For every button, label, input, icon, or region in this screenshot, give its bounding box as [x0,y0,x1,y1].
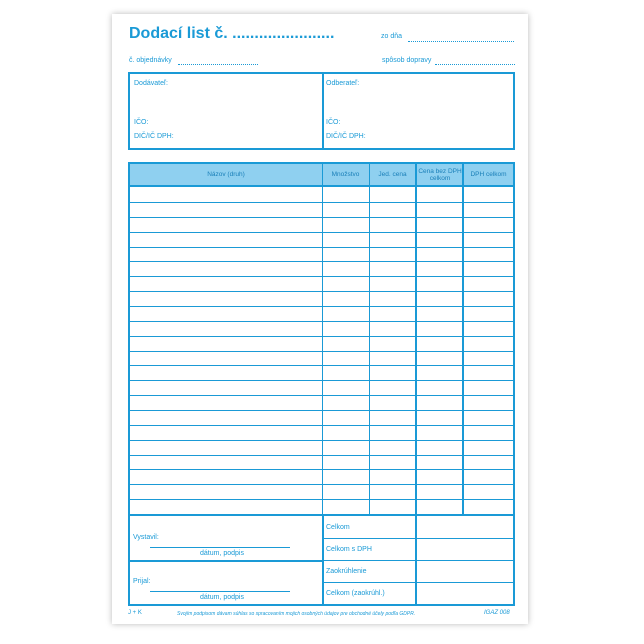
order-number-label: č. objednávky [129,57,172,64]
table-row [130,380,513,381]
column-header-vat-total: DPH celkom [470,171,507,178]
table-row [130,395,513,396]
column-header-price-without-vat: Cena bez DPH celkom [418,167,462,182]
issued-signature-line[interactable] [150,547,290,548]
column-header-quantity: Množstvo [331,171,360,178]
table-row [130,440,513,441]
table-row [130,336,513,337]
table-row [130,291,513,292]
form-title: Dodací list č. ....................... [129,25,335,42]
table-row [130,469,513,470]
supplier-ico-label: IČO: [134,119,149,126]
table-row [130,425,513,426]
total-rounded-label: Celkom (zaokrúhl.) [326,590,385,597]
table-row [130,351,513,352]
buyer-label: Odberateľ: [326,80,360,87]
supplier-label: Dodávateľ: [134,80,168,87]
table-row [130,202,513,203]
signature-divider [130,560,322,562]
summary-box [128,514,515,606]
issued-date-sign-label: dátum, podpis [200,550,244,557]
transport-label: spôsob dopravy [382,57,432,64]
table-row [130,321,513,322]
column-header-unit-price: Jed. cena [378,171,407,178]
date-label: zo dňa [381,33,403,40]
transport-field[interactable] [435,64,515,65]
table-row [130,276,513,277]
summary-rule [322,538,513,539]
table-row [130,261,513,262]
buyer-ico-label: IČO: [326,119,341,126]
table-row [130,217,513,218]
header-bottom-rule [130,185,513,187]
footer-left-code: J + K [128,610,142,616]
date-field[interactable] [408,41,514,42]
received-by-label: Prijal: [133,578,151,585]
table-row [130,306,513,307]
summary-rule [322,560,513,561]
table-row [130,247,513,248]
parties-box [128,72,515,150]
gdpr-consent-text: Svojím podpisom dávam súhlas so spracovaním mojich osobných údajov pre obchodné účely podľa GDPR. [177,611,416,617]
order-number-field[interactable] [178,64,258,65]
table-row [130,484,513,485]
total-label: Celkom [326,524,350,531]
parties-divider [322,74,324,148]
received-date-sign-label: dátum, podpis [200,594,244,601]
supplier-dic-label: DIČ/IČ DPH: [134,133,174,140]
table-row [130,232,513,233]
issued-by-label: Vystavil: [133,534,159,541]
items-table [128,162,515,516]
table-row [130,455,513,456]
table-row [130,365,513,366]
column-header-name: Názov (druh) [207,171,245,178]
form-code: IGAZ 008 [484,610,510,616]
received-signature-line[interactable] [150,591,290,592]
rounding-label: Zaokrúhlenie [326,568,367,575]
table-row [130,410,513,411]
buyer-dic-label: DIČ/IČ DPH: [326,133,366,140]
total-with-vat-label: Celkom s DPH [326,546,372,553]
delivery-note-form [112,14,528,624]
table-row [130,499,513,500]
summary-rule [322,582,513,583]
